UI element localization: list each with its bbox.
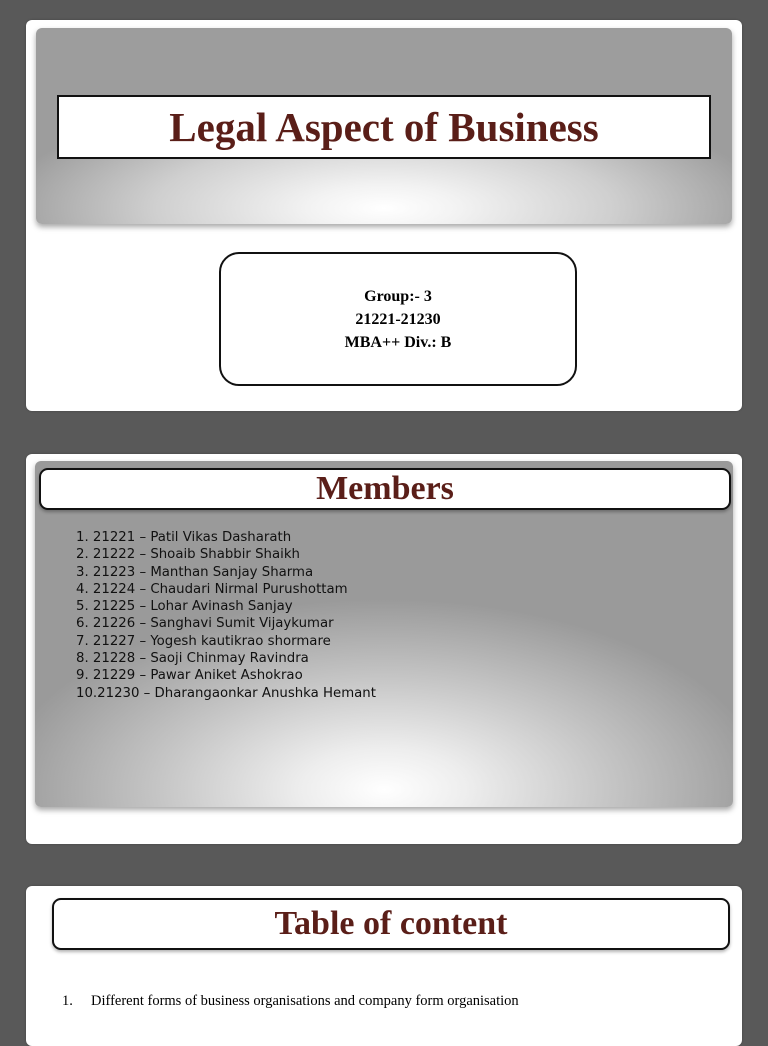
list-item: 8. 21228 – Saoji Chinmay Ravindra [76,651,309,667]
roll-range: 21221-21230 [355,310,441,328]
title-slide [26,20,742,411]
toc-heading: Table of content [52,898,730,950]
toc-slide [26,886,742,1046]
toc-item [62,993,519,1010]
group-info-box [219,252,577,386]
presentation-title: Legal Aspect of Business [57,95,711,159]
division: MBA++ Div.: B [344,333,452,351]
list-item: 10.21230 – Dharangaonkar Anushka Hemant [76,685,376,701]
list-item: 2. 21222 – Shoaib Shabbir Shaikh [76,547,300,563]
list-item: 3. 21223 – Manthan Sanjay Sharma [76,564,314,580]
list-item: 9. 21229 – Pawar Aniket Ashokrao [76,668,303,684]
toc-item-text: Different forms of business organisations and company form organisation [91,993,519,1009]
list-item: 7. 21227 – Yogesh kautikrao shormare [76,633,331,649]
toc-item-number: 1. [62,993,73,1009]
title-banner [36,28,732,224]
members-slide [26,454,742,844]
members-list [76,529,376,702]
group-number: Group:- 3 [364,287,432,305]
members-heading: Members [39,468,731,510]
list-item: 1. 21221 – Patil Vikas Dasharath [76,530,292,545]
list-item: 5. 21225 – Lohar Avinash Sanjay [76,599,293,615]
list-item: 4. 21224 – Chaudari Nirmal Purushottam [76,581,348,597]
list-item: 6. 21226 – Sanghavi Sumit Vijaykumar [76,616,334,632]
members-panel [35,461,733,807]
